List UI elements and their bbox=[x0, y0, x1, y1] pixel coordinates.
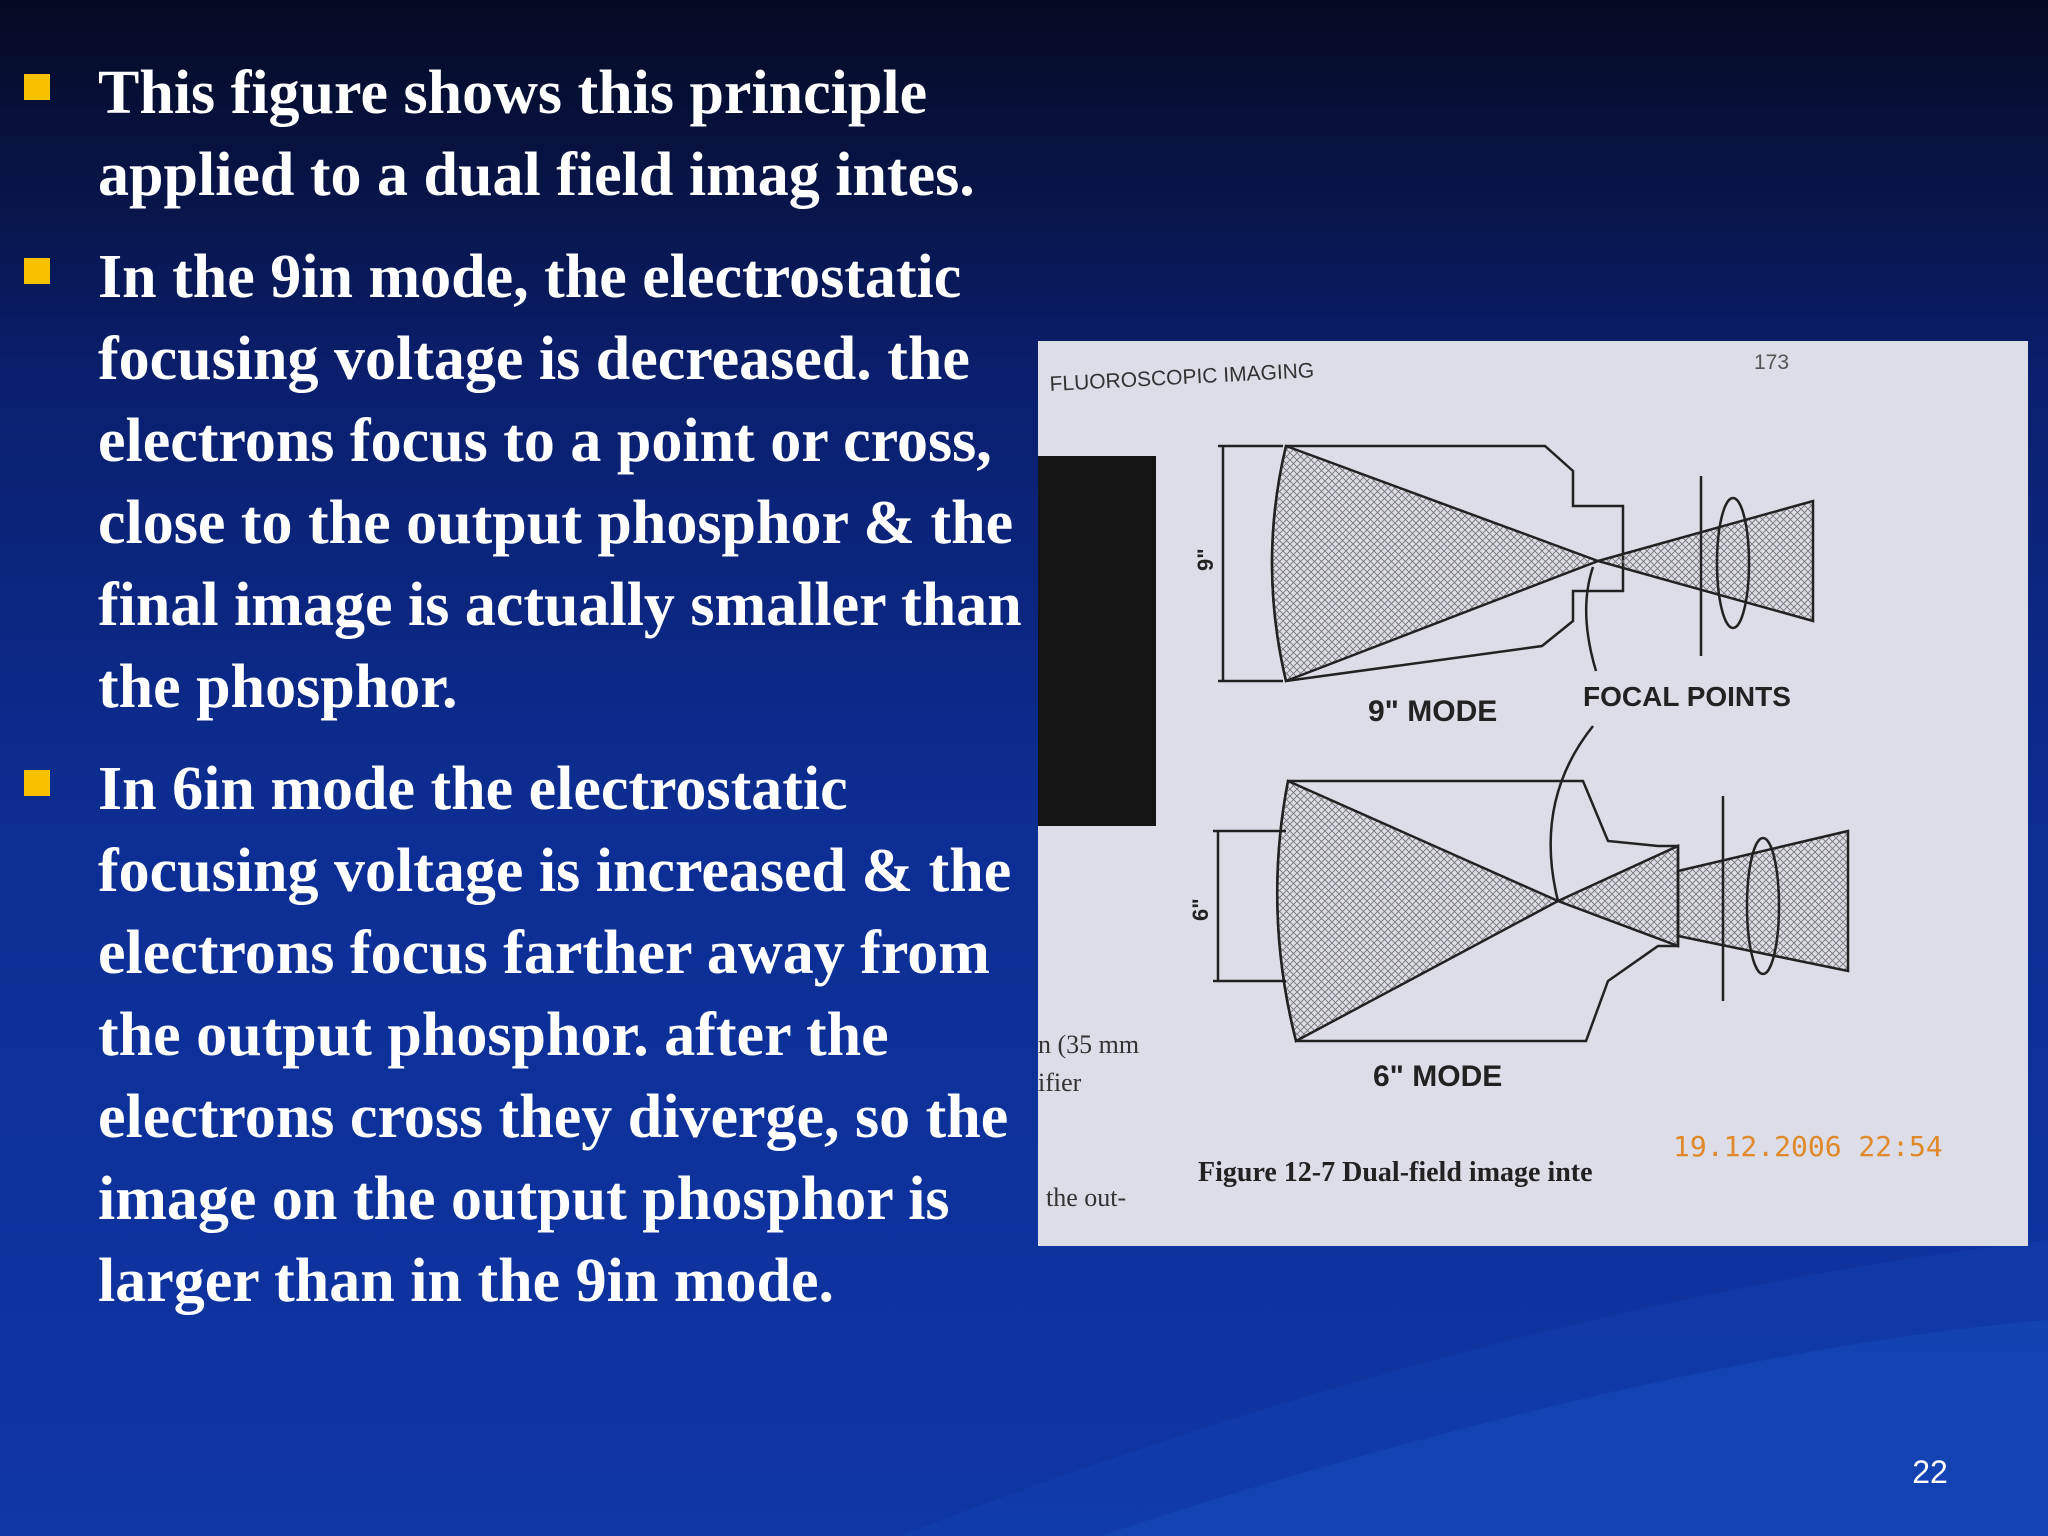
bullet-item bbox=[0, 52, 1050, 216]
square-bullet-icon bbox=[24, 74, 50, 100]
figure-caption: Figure 12-7 Dual-field image inte bbox=[1198, 1157, 1593, 1188]
dual-field-diagram bbox=[1038, 341, 2028, 1246]
bullet-item bbox=[0, 748, 1050, 1322]
tube-9in-mode bbox=[1218, 446, 1813, 681]
photo-timestamp: 19.12.2006 22:54 bbox=[1673, 1130, 1943, 1163]
label-6in: 6" bbox=[1188, 898, 1213, 921]
label-6in-mode: 6" MODE bbox=[1373, 1060, 1503, 1093]
square-bullet-icon bbox=[24, 770, 50, 796]
tube-6in-mode bbox=[1213, 781, 1848, 1041]
margin-text: ifier bbox=[1038, 1068, 1082, 1097]
dark-photo-strip bbox=[1038, 456, 1156, 826]
slide-page-number: 22 bbox=[1912, 1454, 1948, 1490]
bullet-text: This figure shows this principle applied to a dual field imag intes. bbox=[98, 59, 975, 209]
figure-page-number: 173 bbox=[1754, 351, 1790, 374]
figure-photo bbox=[1038, 341, 2028, 1246]
margin-text: the out- bbox=[1046, 1183, 1127, 1212]
square-bullet-icon bbox=[24, 258, 50, 284]
bullet-text: In the 9in mode, the electrostatic focusing voltage is decreased. the electrons focus to a point or cross, close to the output phosphor & the final image is actually smaller than the phosphor. bbox=[98, 243, 1022, 721]
label-9in-mode: 9" MODE bbox=[1368, 695, 1498, 728]
bullet-list bbox=[0, 52, 1050, 1342]
bullet-text: In 6in mode the electrostatic focusing voltage is increased & the electrons focus farther away from the output phosphor. after the electrons cross they diverge, so the image on the output phosphor is larger than in the 9in mode. bbox=[98, 755, 1012, 1315]
bullet-item bbox=[0, 236, 1050, 728]
label-focal-points: FOCAL POINTS bbox=[1583, 681, 1791, 712]
margin-text: n (35 mm bbox=[1038, 1030, 1140, 1059]
label-9in: 9" bbox=[1193, 548, 1218, 571]
figure-header: FLUOROSCOPIC IMAGING bbox=[1049, 359, 1315, 396]
